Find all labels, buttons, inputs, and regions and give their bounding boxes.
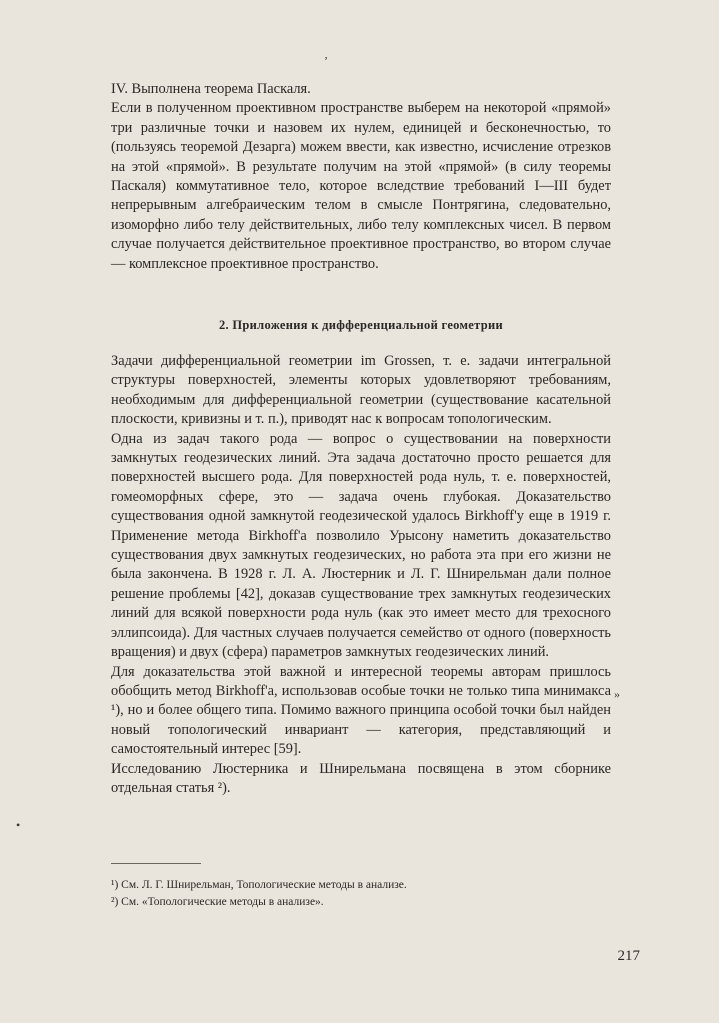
margin-arrow-mark: » [614,687,620,701]
footnote-1: ¹) См. Л. Г. Шнирельман, Топологические методы в анализе. [111,879,407,891]
body-paragraph: Задачи дифференциальной геометрии im Grossen, т. е. задачи интегральной структуры поверхностей, элементы которых удовлетворяют требованиям, необходимым для дифференциальной геометрии (существование касательной плоскости, кривизны и т. п.), приводят нас к вопросам топологическим. [111,353,611,428]
margin-tick-mark: ʼ [324,54,328,68]
margin-dot-mark: • [16,818,21,832]
top-text-block [111,80,611,274]
footnote-2: ²) См. «Топологические методы в анализе». [111,896,324,908]
body-paragraph: Для доказательства этой важной и интересной теоремы авторам пришлось обобщить метод Birkhoff'а, использовав особые точки не только типа минимакса ¹), но и более общего типа. Помимо важного принципа особой точки был найден новый топологический инвариант — категория, представляющий и самостоятельный интерес [59]. [111,663,611,758]
theorem-item-paragraph: IV. Выполнена теорема Паскаля. [111,81,311,97]
main-text-block [111,352,611,798]
body-paragraph: Одна из задач такого рода — вопрос о существовании на поверхности замкнутых геодезических линий. Эта задача достаточно просто решается для поверхностей высшего рода. Для поверхностей рода нуль, т. е. поверхностей, гомеоморфных сфере, это — задача очень глубокая. Доказательство существования одной замкнутой геодезической удалось Birkhoff'у еще в 1919 г. Применение метода Birkhoff'а позволило Урысону наметить доказательство существования двух замкнутых геодезических, но работа эта при его жизни не была закончена. В 1928 г. Л. А. Люстерник и Л. Г. Шнирельман дали полное решение проблемы [42], доказав существование трех замкнутых геодезических линий для всякой поверхности рода нуль (как это имеет место для трехосного эллипсоида). Для частных случаев получается семейство от одного (поверхность вращения) и двух (сфера) параметров замкнутых геодезических линий. [111,430,611,661]
footnote-divider [111,863,201,864]
body-paragraph: Если в полученном проективном пространстве выберем на некоторой «прямой» три различные точки и назовем их нулем, единицей и бесконечностью, то (пользуясь теоремой Дезарга) можем ввести, как известно, исчисление отрезков на этой «прямой». В результате получим на этой «прямой» (в силу теоремы Паскаля) коммутативное тело, которое вследствие требований I—III будет непрерывным алгебраическим телом в смысле Понтрягина, следовательно, изоморфно либо телу действительных, либо телу комплексных чисел. В первом случае получается действительное проективное пространство, во втором случае — комплексное проективное пространство. [111,100,611,272]
page-number: 217 [617,948,640,964]
section-heading: 2. Приложения к дифференциальной геометрии [218,318,504,332]
footnotes [111,877,611,911]
body-paragraph: Исследованию Люстерника и Шнирельмана посвящена в этом сборнике отдельная статья ²). [111,760,611,796]
